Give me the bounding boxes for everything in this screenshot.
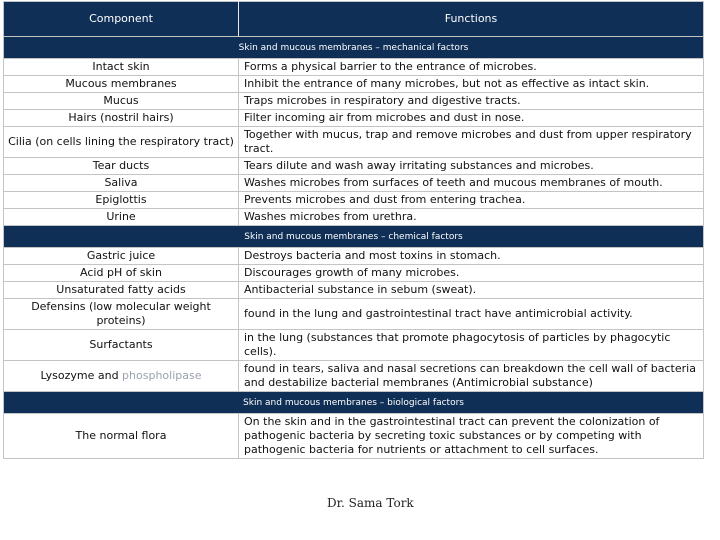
- row-function: found in the lung and gastrointestinal tract have antimicrobial activity.: [239, 299, 704, 330]
- table-row: [4, 175, 704, 192]
- defense-table-container: [3, 1, 703, 459]
- table-row: [4, 265, 704, 282]
- row-function: Antibacterial substance in sebum (sweat).: [239, 282, 704, 299]
- row-function: Together with mucus, trap and remove microbes and dust from upper respiratory tract.: [239, 127, 704, 158]
- section-row-biological: [4, 392, 704, 414]
- row-component: Unsaturated fatty acids: [4, 282, 239, 299]
- table-row: [4, 282, 704, 299]
- row-component: Gastric juice: [4, 248, 239, 265]
- row-component: Defensins (low molecular weight proteins): [4, 299, 239, 330]
- lysozyme-text: Lysozyme and: [40, 369, 123, 382]
- table-row: [4, 93, 704, 110]
- row-function: in the lung (substances that promote phagocytosis of particles by phagocytic cells).: [239, 330, 704, 361]
- row-function: Traps microbes in respiratory and digestive tracts.: [239, 93, 704, 110]
- table-row: [4, 59, 704, 76]
- row-function: Washes microbes from surfaces of teeth and mucous membranes of mouth.: [239, 175, 704, 192]
- row-function: Inhibit the entrance of many microbes, but not as effective as intact skin.: [239, 76, 704, 93]
- section-row-chemical: [4, 226, 704, 248]
- row-function: Forms a physical barrier to the entrance of microbes.: [239, 59, 704, 76]
- author-signature: Dr. Sama Tork: [327, 496, 414, 510]
- header-component: Component: [4, 2, 239, 37]
- table-row: [4, 209, 704, 226]
- table-row: [4, 414, 704, 459]
- row-function: Filter incoming air from microbes and dust in nose.: [239, 110, 704, 127]
- row-component: Tear ducts: [4, 158, 239, 175]
- section-row-mechanical: [4, 37, 704, 59]
- row-component: [4, 361, 239, 392]
- section-title-chemical: Skin and mucous membranes – chemical factors: [4, 226, 704, 248]
- table-row: [4, 299, 704, 330]
- row-function: Tears dilute and wash away irritating substances and microbes.: [239, 158, 704, 175]
- table-row: [4, 76, 704, 93]
- table-row: [4, 192, 704, 209]
- row-component: Intact skin: [4, 59, 239, 76]
- phospholipase-text: phospholipase: [122, 369, 202, 382]
- row-component: Epiglottis: [4, 192, 239, 209]
- table-row: [4, 248, 704, 265]
- section-title-biological: Skin and mucous membranes – biological factors: [4, 392, 704, 414]
- row-function: Washes microbes from urethra.: [239, 209, 704, 226]
- row-function: Prevents microbes and dust from entering trachea.: [239, 192, 704, 209]
- defense-factors-table: [3, 1, 704, 459]
- row-component: Cilia (on cells lining the respiratory tract): [4, 127, 239, 158]
- row-component: The normal flora: [4, 414, 239, 459]
- table-row: [4, 361, 704, 392]
- table-row: [4, 158, 704, 175]
- table-row: [4, 110, 704, 127]
- row-component: Acid pH of skin: [4, 265, 239, 282]
- table-row: [4, 330, 704, 361]
- row-function: Discourages growth of many microbes.: [239, 265, 704, 282]
- header-functions: Functions: [239, 2, 704, 37]
- table-header-row: [4, 2, 704, 37]
- row-component: Urine: [4, 209, 239, 226]
- row-function: On the skin and in the gastrointestinal tract can prevent the colonization of pathogenic bacteria by secreting toxic substances or by competing with pathogenic bacteria for nutrients or attachment to cell surfaces.: [239, 414, 704, 459]
- row-component: Mucus: [4, 93, 239, 110]
- row-function: found in tears, saliva and nasal secretions can breakdown the cell wall of bacteria and destabilize bacterial membranes (Antimicrobial substance): [239, 361, 704, 392]
- row-function: Destroys bacteria and most toxins in stomach.: [239, 248, 704, 265]
- row-component: Hairs (nostril hairs): [4, 110, 239, 127]
- row-component: Saliva: [4, 175, 239, 192]
- section-title-mechanical: Skin and mucous membranes – mechanical factors: [4, 37, 704, 59]
- row-component: Mucous membranes: [4, 76, 239, 93]
- row-component: Surfactants: [4, 330, 239, 361]
- table-row: [4, 127, 704, 158]
